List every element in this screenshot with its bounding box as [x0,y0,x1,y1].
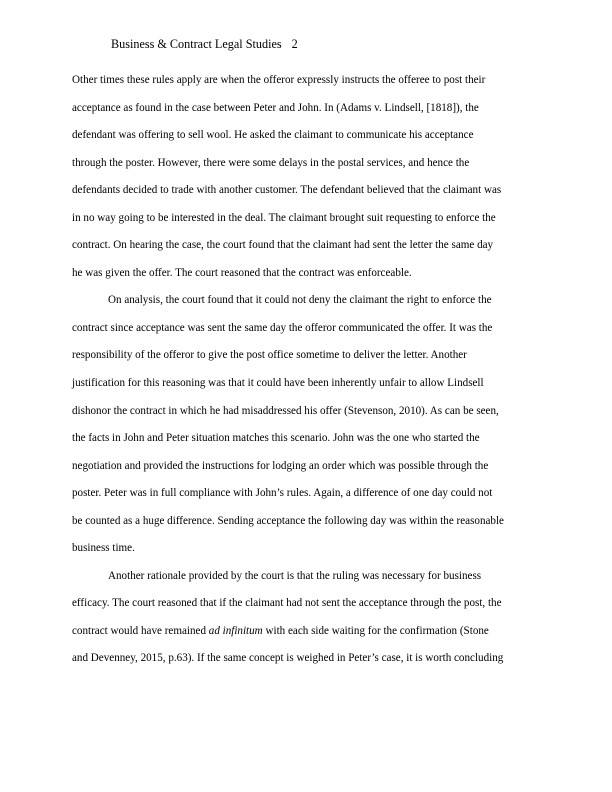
text-line: justification for this reasoning was that it could have been inherently unfair to allow Lindsell [72,377,484,390]
text-run: with each side waiting for the confirmation (Stone [262,624,489,637]
text-line: and Devenney, 2015, p.63). If the same concept is weighed in Peter’s case, it is worth concluding [72,652,504,665]
text-line: responsibility of the offeror to give the post office sometime to deliver the letter. Another [72,349,467,362]
text-line: negotiation and provided the instructions for lodging an order which was possible through the [72,459,489,472]
text-line: in no way going to be interested in the deal. The claimant brought suit requesting to enforce the [72,211,496,224]
text-line: contract. On hearing the case, the court found that the claimant had sent the letter the same day [72,239,494,252]
paragraph-1 [72,67,612,287]
italic-term: ad infinitum [208,624,263,637]
text-line: contract since acceptance was sent the same day the offeror communicated the offer. It was the [72,321,493,334]
text-line: defendant was offering to sell wool. He asked the claimant to communicate his acceptance [72,129,474,142]
text-run: contract would have remained [72,624,209,637]
text-line: On analysis, the court found that it could not deny the claimant the right to enforce the [108,294,492,307]
text-line-mixed [72,618,612,646]
text-line: be counted as a huge difference. Sending acceptance the following day was within the reasonable [72,514,504,527]
text-line: Other times these rules apply are when the offeror expressly instructs the offeree to post their [72,74,486,86]
text-line: Another rationale provided by the court is that the ruling was necessary for business [108,569,482,582]
running-head-title: Business & Contract Legal Studies [111,37,282,51]
text-line: business time. [72,542,135,555]
text-line: acceptance as found in the case between Peter and John. In (Adams v. Lindsell, [1818]), the [72,101,479,114]
text-line: through the poster. However, there were some delays in the postal services, and hence the [72,156,470,169]
text-line: poster. Peter was in full compliance with John’s rules. Again, a difference of one day could not [72,487,493,500]
body-text [72,67,612,673]
text-line: defendants decided to trade with another customer. The defendant believed that the claimant was [72,184,502,197]
paragraph-2 [72,287,612,562]
text-line: he was given the offer. The court reasoned that the contract was enforceable. [72,266,412,279]
text-line: the facts in John and Peter situation matches this scenario. John was the one who started the [72,432,480,445]
running-head [111,37,298,51]
page-number: 2 [291,37,298,51]
paragraph-3 [72,563,612,673]
text-line: efficacy. The court reasoned that if the claimant had not sent the acceptance through the post, the [72,597,502,610]
text-line: dishonor the contract in which he had misaddressed his offer (Stevenson, 2010). As can be seen, [72,404,499,417]
